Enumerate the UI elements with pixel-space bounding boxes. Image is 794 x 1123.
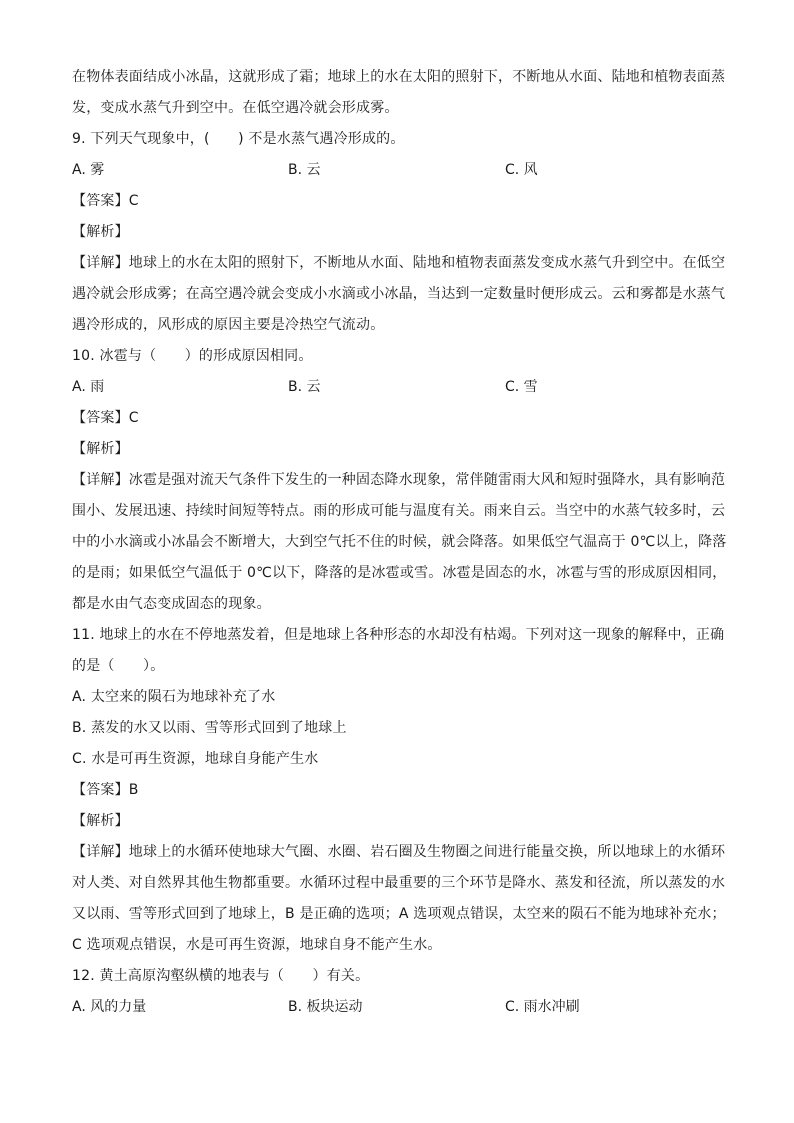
- detail-line: 遇冷形成的，风形成的原因主要是冷热空气流动。: [72, 317, 385, 333]
- question-stem: 12. 黄土高原沟壑纵横的地表与（ ）有关。: [72, 968, 370, 984]
- detail-line: C 选项观点错误，水是可再生资源，地球自身不能产生水。: [72, 937, 442, 953]
- detail-line: 的是雨；如果低空气温低于 0℃以下，降落的是冰雹或雪。冰雹是固态的水，冰雹与雪的形成原因相同，: [72, 565, 727, 581]
- detail-paragraph: [72, 465, 727, 620]
- options-row: [72, 155, 722, 186]
- detail-paragraph: [72, 837, 726, 961]
- option-a: A. 雨: [72, 379, 105, 395]
- detail-line: 都是水由气态变成固态的现象。: [72, 596, 271, 612]
- detail-line: 又以雨、雪等形式回到了地球上，B 是正确的选项；A 选项观点错误，太空来的陨石不能为地球补充水；: [72, 906, 726, 922]
- detail-line: 围小、发展迅速、持续时间短等特点。雨的形成可能与温度有关。雨来自云。当空中的水蒸气较多时，云: [72, 503, 726, 519]
- option-c: C. 雪: [505, 379, 538, 395]
- options-row: [72, 992, 722, 1023]
- option-b: B. 云: [288, 162, 321, 178]
- option-c: C. 雨水冲刷: [505, 999, 580, 1015]
- question-stem: 9. 下列天气现象中，( ) 不是水蒸气遇冷形成的。: [72, 131, 405, 147]
- option-a: A. 风的力量: [72, 999, 147, 1015]
- answer-line: 【答案】B: [72, 782, 139, 798]
- option-b: B. 蒸发的水又以雨、雪等形式回到了地球上: [72, 720, 347, 736]
- question-stem: 11. 地球上的水在不停地蒸发着，但是地球上各种形态的水却没有枯竭。下列对这一现象的解释中，正确: [72, 627, 725, 643]
- option-c: C. 风: [505, 162, 538, 178]
- question-10: [72, 341, 727, 620]
- option-a: A. 太空来的陨石为地球补充了水: [72, 689, 276, 705]
- detail-line: 中的小水滴或小冰晶会不断增大，大到空气托不住的时候，就会降落。如果低空气温高于 0℃以上，降落: [72, 534, 727, 550]
- intro-paragraph: [72, 62, 726, 124]
- detail-line: 【详解】地球上的水循环使地球大气圈、水圈、岩石圈及生物圈之间进行能量交换，所以地球上的水循环: [72, 844, 726, 860]
- analysis-label: 【解析】: [72, 441, 129, 457]
- detail-line: 遇冷就会形成雾；在高空遇冷就会变成小水滴或小冰晶，当达到一定数量时便形成云。云和雾都是水蒸气: [72, 286, 726, 302]
- option-b: B. 板块运动: [288, 999, 363, 1015]
- question-12: [72, 961, 722, 1023]
- option-b: B. 云: [288, 379, 321, 395]
- question-9: [72, 124, 726, 341]
- answer-line: 【答案】C: [72, 410, 139, 426]
- detail-paragraph: [72, 248, 726, 341]
- question-stem: 的是（ ）。: [72, 658, 165, 674]
- detail-line: 【详解】地球上的水在太阳的照射下，不断地从水面、陆地和植物表面蒸发变成水蒸气升到空中。在低空: [72, 255, 726, 271]
- detail-line: 对人类、对自然界其他生物都重要。水循环过程中最重要的三个环节是降水、蒸发和径流，所以蒸发的水: [72, 875, 726, 891]
- analysis-label: 【解析】: [72, 224, 129, 240]
- answer-line: 【答案】C: [72, 193, 139, 209]
- option-c: C. 水是可再生资源，地球自身能产生水: [72, 751, 319, 767]
- intro-line: 发，变成水蒸气升到空中。在低空遇冷就会形成雾。: [72, 100, 399, 116]
- question-stem: 10. 冰雹与（ ）的形成原因相同。: [72, 348, 313, 364]
- options-row: [72, 372, 722, 403]
- intro-line: 在物体表面结成小冰晶，这就形成了霜；地球上的水在太阳的照射下，不断地从水面、陆地和植物表面蒸: [72, 69, 726, 85]
- analysis-label: 【解析】: [72, 813, 129, 829]
- question-11: [72, 620, 726, 961]
- detail-line: 【详解】冰雹是强对流天气条件下发生的一种固态降水现象，常伴随雷雨大风和短时强降水，具有影响范: [72, 472, 726, 488]
- option-a: A. 雾: [72, 162, 105, 178]
- document-page: [72, 62, 727, 1023]
